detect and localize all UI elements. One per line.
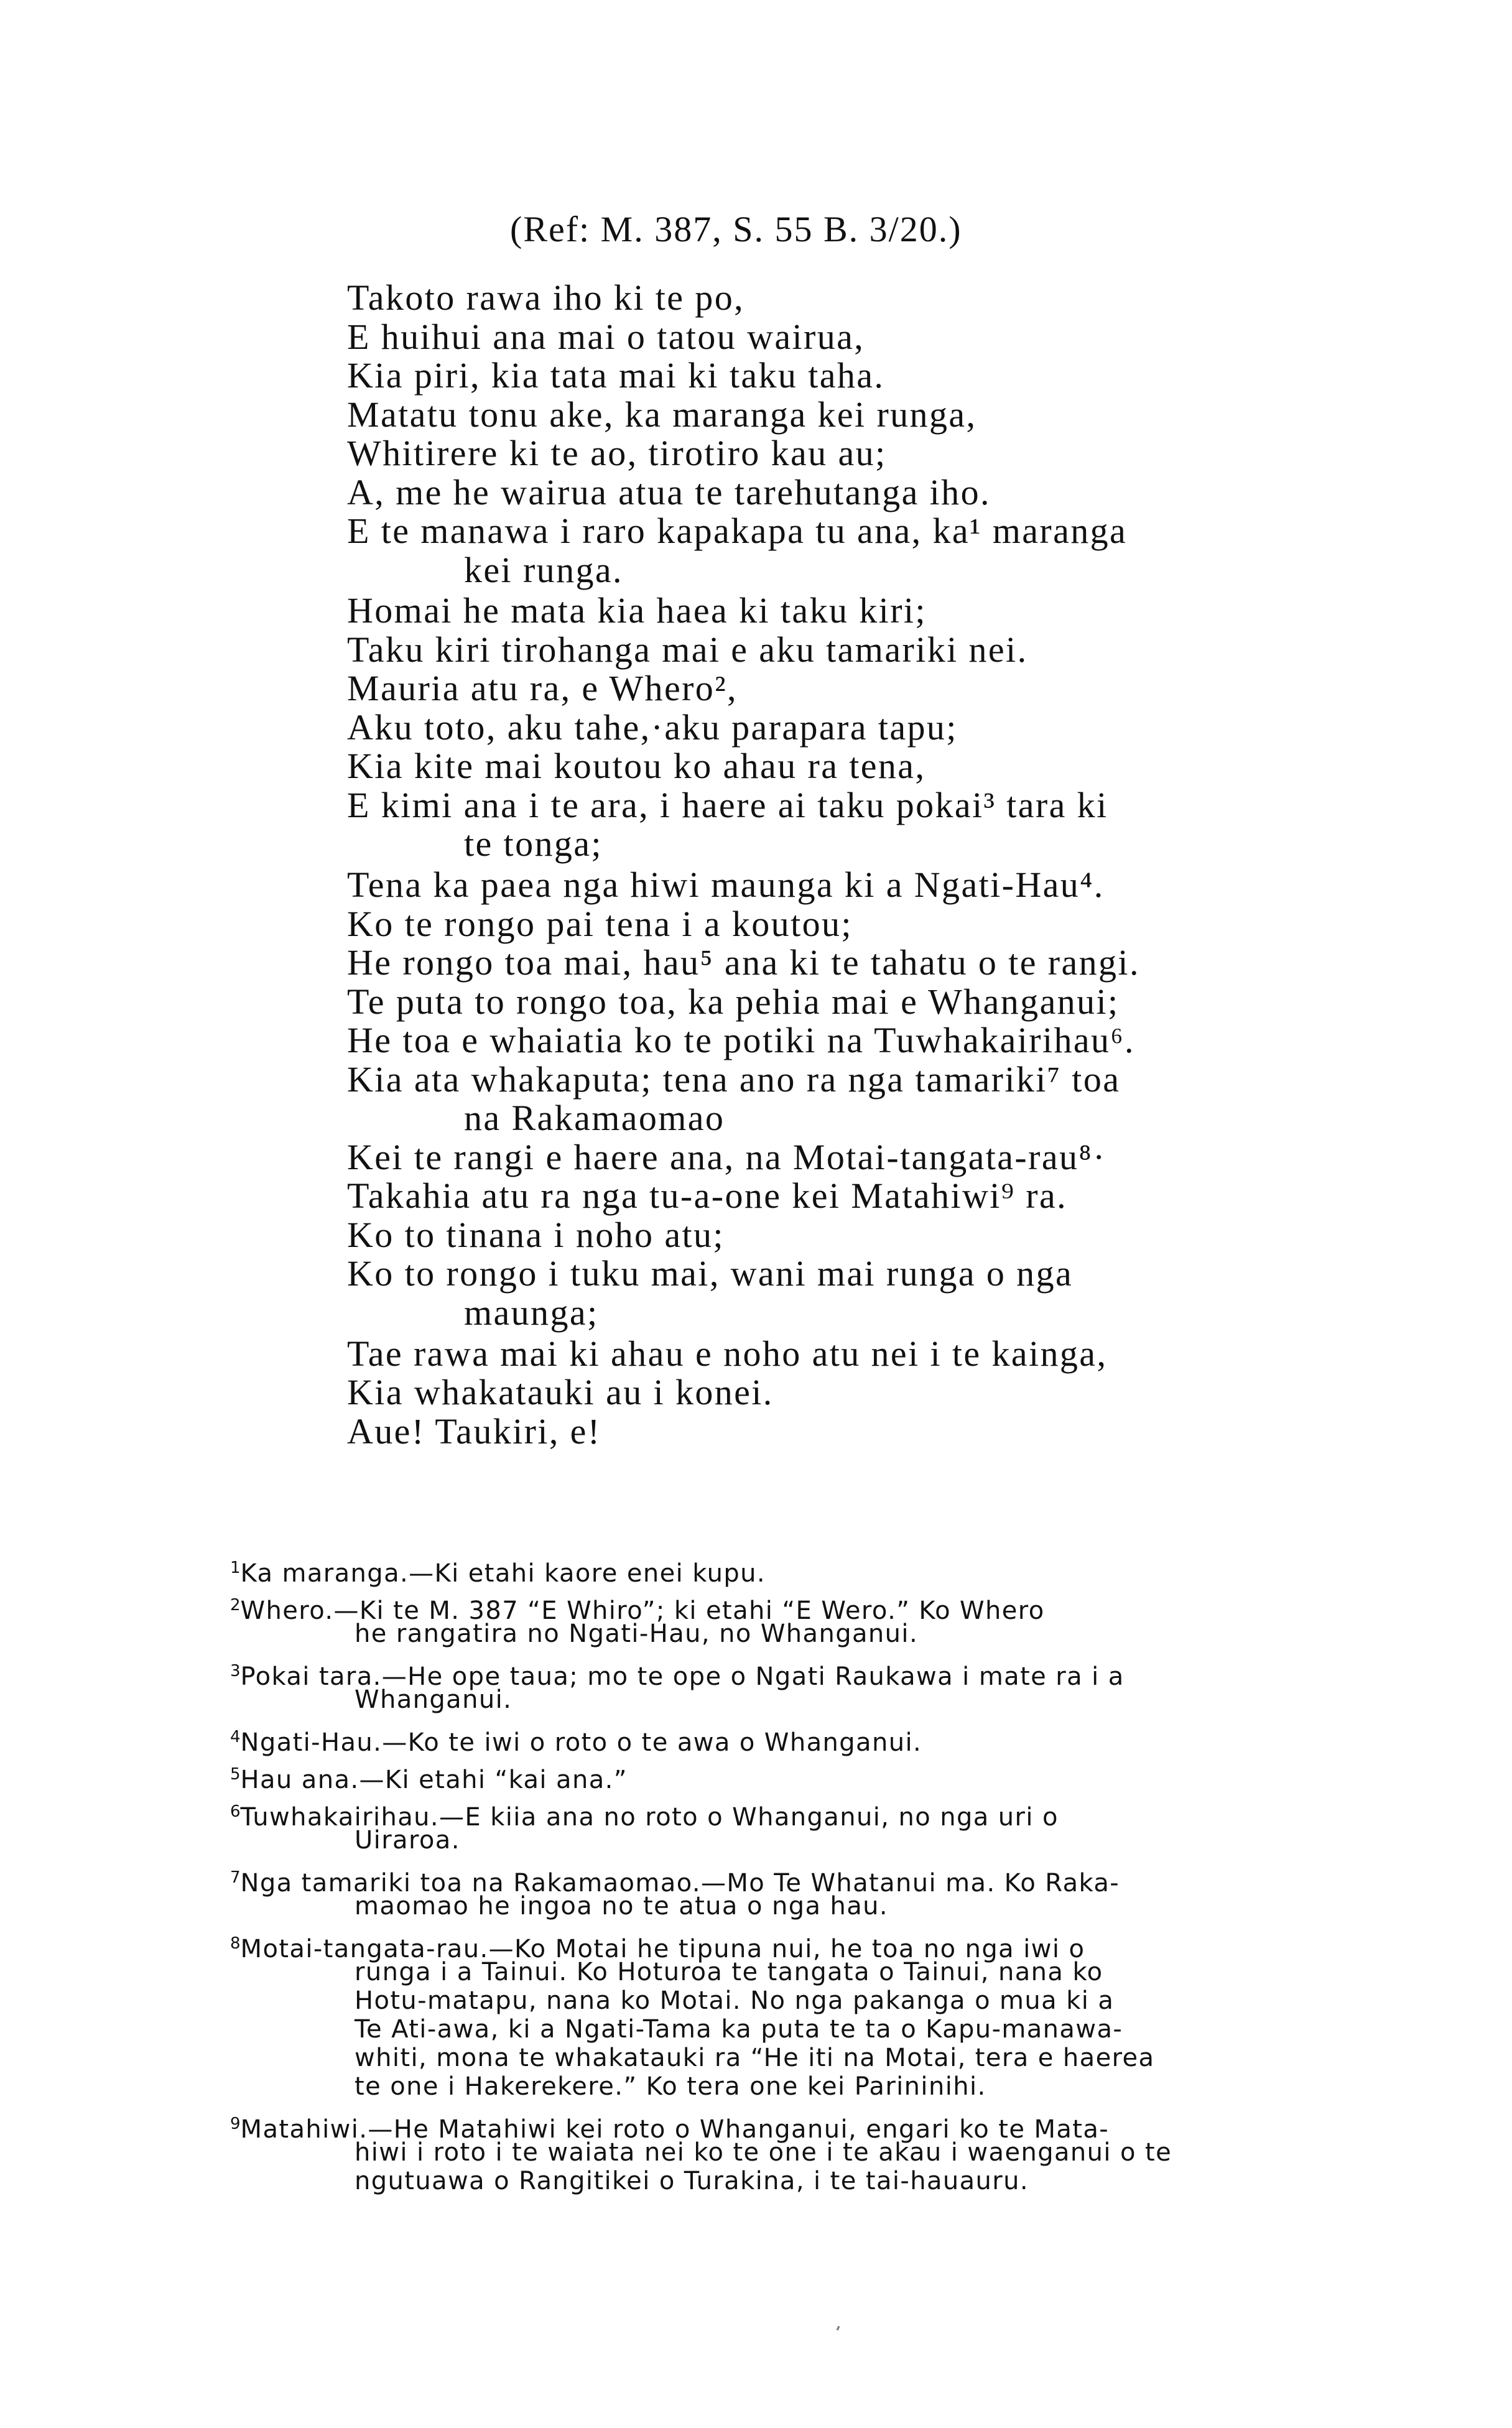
poem-line-continuation: na Rakamaomao	[464, 1098, 725, 1139]
poem-line: He toa e whaiatia ko te potiki na Tuwhakairihau⁶.	[347, 1020, 1135, 1061]
poem-line: Whitirere ki te ao, tirotiro kau au;	[347, 433, 887, 473]
footnote-first-line	[230, 1863, 1350, 1897]
reference-heading: (Ref: M. 387, S. 55 B. 3/20.)	[510, 209, 962, 249]
poem-line: Homai he mata kia haea ki taku kiri;	[347, 590, 927, 631]
footnote-continuation: hiwi i roto i te waiata nei ko te one i te akau i waenganui o te	[355, 2138, 1172, 2167]
poem-line: Takoto rawa iho ki te po,	[347, 277, 745, 318]
footnote-text: Tuwhakairihau.—E kiia ana no roto o Whanganui, no nga uri o	[240, 1803, 1059, 1832]
footnote-number: 7	[230, 1868, 241, 1887]
footnote	[230, 1760, 1350, 1794]
footnote-first-line	[230, 1554, 1350, 1588]
poem-line-continuation: te tonga;	[464, 823, 603, 864]
footnote-text: Nga tamariki toa na Rakamaomao.—Mo Te Whatanui ma. Ko Raka-	[240, 1869, 1120, 1897]
poem-line: Aku toto, aku tahe,·aku parapara tapu;	[347, 707, 958, 748]
poem-line: Matatu tonu ake, ka maranga kei runga,	[347, 394, 977, 435]
scan-speck	[837, 2326, 840, 2331]
poem-line: E kimi ana i te ara, i haere ai taku pokai³ tara ki	[347, 784, 1108, 825]
poem-line: Takahia atu ra nga tu-a-one kei Matahiwi⁹ ra.	[347, 1175, 1068, 1216]
poem-line: Aue! Taukiri, e!	[347, 1411, 601, 1452]
footnote-number: 4	[230, 1728, 241, 1746]
footnote	[230, 1797, 1350, 1855]
footnote-text: Ka maranga.—Ki etahi kaore enei kupu.	[240, 1559, 766, 1588]
footnote	[230, 1554, 1350, 1588]
footnote-text: Motai-tangata-rau.—Ko Motai he tipuna nui, he toa no nga iwi o	[240, 1935, 1085, 1963]
poem-line: Tae rawa mai ki ahau e noho atu nei i te kainga,	[347, 1333, 1108, 1374]
poem-line: Tena ka paea nga hiwi maunga ki a Ngati-Hau⁴.	[347, 864, 1105, 906]
footnote-continuation: te one i Hakerekere.” Ko tera one kei Parininihi.	[355, 2072, 986, 2101]
footnote	[230, 2110, 1350, 2195]
poem-line-continuation: maunga;	[464, 1292, 599, 1333]
footnote	[230, 1657, 1350, 1714]
footnote-first-line	[230, 1591, 1350, 1625]
footnote	[230, 1591, 1350, 1648]
footnote-continuation: whiti, mona te whakatauki ra “He iti na Motai, tera e haerea	[355, 2044, 1155, 2072]
footnote-number: 1	[230, 1559, 241, 1577]
footnote-number: 6	[230, 1802, 241, 1821]
footnote-continuation: Uiraroa.	[355, 1826, 460, 1855]
footnote-text: Whero.—Ki te M. 387 “E Whiro”; ki etahi “E Wero.” Ko Whero	[240, 1596, 1045, 1625]
poem-line: Ko to rongo i tuku mai, wani mai runga o nga	[347, 1253, 1074, 1294]
poem-line: A, me he wairua atua te tarehutanga iho.	[347, 471, 991, 512]
footnote-number: 8	[230, 1934, 241, 1953]
footnote-continuation: Hotu-matapu, nana ko Motai. No nga pakanga o mua ki a	[355, 1986, 1115, 2015]
footnote-first-line	[230, 1797, 1350, 1832]
poem-line-continuation: kei runga.	[464, 549, 623, 590]
poem-line: Te puta to rongo toa, ka pehia mai e Whanganui;	[347, 981, 1120, 1022]
poem-line: Kei te rangi e haere ana, na Motai-tangata-rau⁸·	[347, 1136, 1106, 1177]
poem-line: Kia whakatauki au i konei.	[347, 1372, 774, 1413]
footnote-text: Hau ana.—Ki etahi “kai ana.”	[240, 1766, 628, 1794]
poem-line: Taku kiri tirohanga mai e aku tamariki nei.	[347, 629, 1028, 670]
poem-line: Kia kite mai koutou ko ahau ra tena,	[347, 746, 926, 787]
footnotes	[230, 1554, 1350, 2204]
poem-line: Ko te rongo pai tena i a koutou;	[347, 903, 853, 944]
footnote-continuation: maomao he ingoa no te atua o nga hau.	[355, 1892, 889, 1921]
footnote-first-line	[230, 1760, 1350, 1794]
footnote-text: Pokai tara.—He ope taua; mo te ope o Ngati Raukawa i mate ra i a	[240, 1662, 1125, 1691]
footnote-text: Ngati-Hau.—Ko te iwi o roto o te awa o Whanganui.	[240, 1728, 922, 1757]
footnote-first-line	[230, 1929, 1350, 1963]
footnote-first-line	[230, 1723, 1350, 1757]
poem-line: E huihui ana mai o tatou wairua,	[347, 316, 865, 357]
footnote-continuation: ngutuawa o Rangitikei o Turakina, i te tai-hauauru.	[355, 2167, 1029, 2195]
poem-text	[347, 279, 1467, 1451]
footnote-number: 2	[230, 1596, 241, 1615]
poem-line: Mauria atu ra, e Whero²,	[347, 668, 738, 709]
footnote	[230, 1929, 1350, 2101]
poem-line: He rongo toa mai, hau⁵ ana ki te tahatu o te rangi.	[347, 942, 1140, 983]
poem-line: Ko to tinana i noho atu;	[347, 1214, 725, 1255]
footnote-number: 5	[230, 1765, 241, 1784]
footnote-continuation: Whanganui.	[355, 1685, 513, 1714]
footnote-first-line	[230, 2110, 1350, 2144]
footnote	[230, 1723, 1350, 1757]
footnote-text: Matahiwi.—He Matahiwi kei roto o Whanganui, engari ko te Mata-	[240, 2115, 1110, 2144]
poem-line: E te manawa i raro kapakapa tu ana, ka¹ maranga	[347, 511, 1128, 551]
poem-line: Kia ata whakaputa; tena ano ra nga tamariki⁷ toa	[347, 1059, 1121, 1100]
footnote	[230, 1863, 1350, 1921]
footnote-continuation: runga i a Tainui. Ko Hoturoa te tangata o Tainui, nana ko	[355, 1958, 1103, 1986]
footnote-number: 3	[230, 1662, 241, 1680]
poem-line: Kia piri, kia tata mai ki taku taha.	[347, 355, 885, 396]
footnote-first-line	[230, 1657, 1350, 1691]
footnote-continuation: Te Ati-awa, ki a Ngati-Tama ka puta te ta o Kapu-manawa-	[355, 2015, 1123, 2044]
footnote-continuation: he rangatira no Ngati-Hau, no Whanganui.	[355, 1619, 919, 1648]
footnote-number: 9	[230, 2115, 241, 2133]
